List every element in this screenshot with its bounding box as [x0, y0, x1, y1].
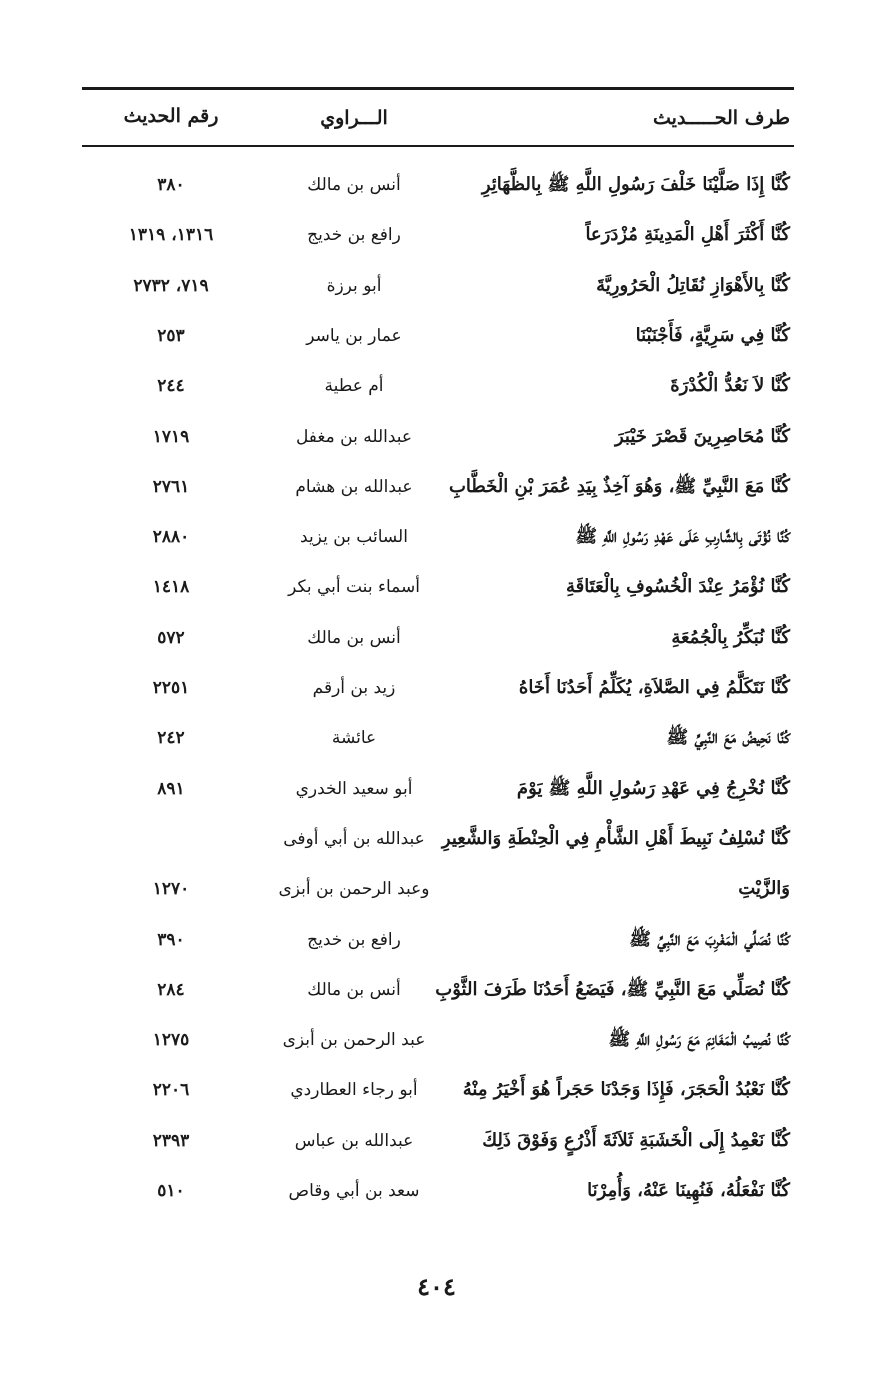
- row-hadith-text: كُنَّا مُحَاصِرِينَ قَصْرَ خَيْبَرَ: [614, 426, 790, 447]
- row-narrator: أم عطية: [324, 376, 384, 396]
- row-hadith-text: كُنَّا نَتَكَلَّمُ فِي الصَّلاَةِ، يُكَلِّمُ أَحَدُنَا أَخَاهُ: [518, 677, 790, 698]
- row-hadith-number: ٥٧٢: [157, 628, 185, 648]
- row-hadith-number: ٢٢٠٦: [152, 1080, 190, 1100]
- row-hadith-number: ١٣١٦، ١٣١٩: [128, 225, 214, 245]
- row-narrator: عبدالله بن هشام: [295, 477, 413, 497]
- row-hadith-number: ١٧١٩: [152, 427, 190, 447]
- row-narrator: عائشة: [331, 728, 377, 748]
- row-narrator: أنس بن مالك: [307, 175, 401, 195]
- row-narrator: زيد بن أرقم: [312, 678, 396, 698]
- row-hadith-number: ٨٩١: [157, 779, 185, 799]
- row-hadith-text: كُنَّا مَعَ النَّبِيِّ ﷺ، وَهُوَ آخِذٌ بِيَدِ عُمَرَ بْنِ الْخَطَّابِ: [448, 476, 790, 497]
- row-narrator: عبدالله بن أبي أوفى: [283, 829, 425, 849]
- row-hadith-text: كُنَّا نَعْمِدُ إِلَى الْخَشَبَةِ ثَلاَثَةَ أَذْرُعٍ وَفَوْقَ ذَلِكَ: [482, 1130, 790, 1151]
- row-hadith-text: وَالزَّيْتِ: [738, 878, 790, 899]
- row-hadith-text: كُنَّا بِالأَهْوَازِ نُقَاتِلُ الْحَرُورِيَّةَ: [596, 275, 790, 296]
- row-hadith-number: ١٢٧٠: [152, 879, 190, 899]
- row-narrator: السائب بن يزيد: [300, 527, 408, 547]
- row-hadith-number: ٢٣٩٣: [152, 1131, 190, 1151]
- row-narrator: سعد بن أبي وقاص: [288, 1181, 420, 1201]
- header-hadith: طرف الحـــــديث: [653, 107, 790, 129]
- row-hadith-number: ٥١٠: [157, 1181, 185, 1201]
- row-narrator: عبدالله بن عباس: [294, 1131, 414, 1151]
- row-hadith-text: كُنَّا نُؤْتَى بِالشَّارِبِ عَلَى عَهْدِ رَسُولِ اللَّهِ ﷺ: [575, 526, 790, 547]
- row-hadith-text: كُنَّا نُصِيبُ الْمَغَانِمَ مَعَ رَسُولِ اللَّهِ ﷺ: [608, 1029, 790, 1050]
- row-hadith-text: كُنَّا نَفْعَلُهُ، فَنُهِينَا عَنْهُ، وَأُمِرْنَا: [587, 1180, 790, 1201]
- row-narrator: وعبد الرحمن بن أبزى: [278, 879, 430, 899]
- row-hadith-text: كُنَّا نُصَلِّي مَعَ النَّبِيِّ ﷺ، فَيَضَعُ أَحَدُنَا طَرَفَ الثَّوْبِ: [435, 979, 790, 1000]
- row-narrator: عبدالله بن مغفل: [295, 427, 413, 447]
- row-hadith-number: ٢٤٢: [157, 728, 185, 748]
- row-hadith-text: كُنَّا نُصَلِّي الْمَغْرِبَ مَعَ النَّبِيِّ ﷺ: [629, 929, 790, 950]
- row-narrator: عبد الرحمن بن أبزى: [282, 1030, 426, 1050]
- row-hadith-number: ١٤١٨: [152, 577, 190, 597]
- row-narrator: رافع بن خديج: [307, 225, 401, 245]
- row-hadith-number: ٣٨٠: [157, 175, 185, 195]
- row-narrator: رافع بن خديج: [307, 930, 401, 950]
- row-hadith-text: كُنَّا نَحِيضُ مَعَ النَّبِيِّ ﷺ: [666, 727, 790, 748]
- row-hadith-number: ٢٧٦١: [152, 477, 190, 497]
- row-narrator: عمار بن ياسر: [306, 326, 402, 346]
- row-hadith-number: ٢٨٨٠: [152, 527, 190, 547]
- row-hadith-number: ٢٨٤: [157, 980, 185, 1000]
- row-hadith-text: كُنَّا نُؤْمَرُ عِنْدَ الْخُسُوفِ بِالْعَتَاقَةِ: [565, 576, 790, 597]
- row-narrator: أنس بن مالك: [307, 628, 401, 648]
- row-hadith-number: ٢٢٥١: [152, 678, 190, 698]
- row-hadith-text: كُنَّا فِي سَرِيَّةٍ، فَأَجْنَبْنَا: [635, 325, 790, 346]
- header-number: رقم الحديث: [123, 105, 219, 127]
- row-narrator: أبو سعيد الخدري: [295, 779, 413, 799]
- row-hadith-text: كُنَّا نُبَكِّرُ بِالْجُمُعَةِ: [671, 627, 790, 648]
- row-hadith-number: ١٢٧٥: [152, 1030, 190, 1050]
- row-hadith-text: كُنَّا أَكْثَرَ أَهْلِ الْمَدِينَةِ مُزْدَرَعاً: [585, 224, 790, 245]
- row-hadith-text: كُنَّا نُسْلِفُ نَبِيطَ أَهْلِ الشَّأْمِ فِي الْحِنْطَةِ وَالشَّعِيرِ: [441, 828, 790, 849]
- row-hadith-number: ٧١٩، ٢٧٣٢: [133, 276, 209, 296]
- row-hadith-number: ٢٤٤: [157, 376, 185, 396]
- row-narrator: أبو رجاء العطاردي: [290, 1080, 418, 1100]
- row-narrator: أسماء بنت أبي بكر: [288, 577, 420, 597]
- row-hadith-number: ٣٩٠: [157, 930, 185, 950]
- row-hadith-number: ٢٥٣: [157, 326, 185, 346]
- header-narrator: الـــراوي: [320, 107, 388, 129]
- row-hadith-text: كُنَّا نَعْبُدُ الْحَجَرَ، فَإِذَا وَجَدْنَا حَجَراً هُوَ أَخْيَرُ مِنْهُ: [462, 1079, 790, 1100]
- page-number: ٤٠٤: [417, 1272, 456, 1301]
- header-top-rule: [82, 87, 794, 90]
- row-narrator: أنس بن مالك: [307, 980, 401, 1000]
- row-narrator: أبو برزة: [326, 276, 382, 296]
- row-hadith-text: كُنَّا نُخْرِجُ فِي عَهْدِ رَسُولِ اللَّهِ ﷺ يَوْمَ: [516, 778, 790, 799]
- row-hadith-text: كُنَّا إِذَا صَلَّيْنَا خَلْفَ رَسُولِ اللَّهِ ﷺ بِالظَّهَائِرِ: [481, 174, 790, 195]
- row-hadith-text: كُنَّا لاَ نَعُدُّ الْكُدْرَةَ: [670, 375, 790, 396]
- header-bottom-rule: [82, 145, 794, 147]
